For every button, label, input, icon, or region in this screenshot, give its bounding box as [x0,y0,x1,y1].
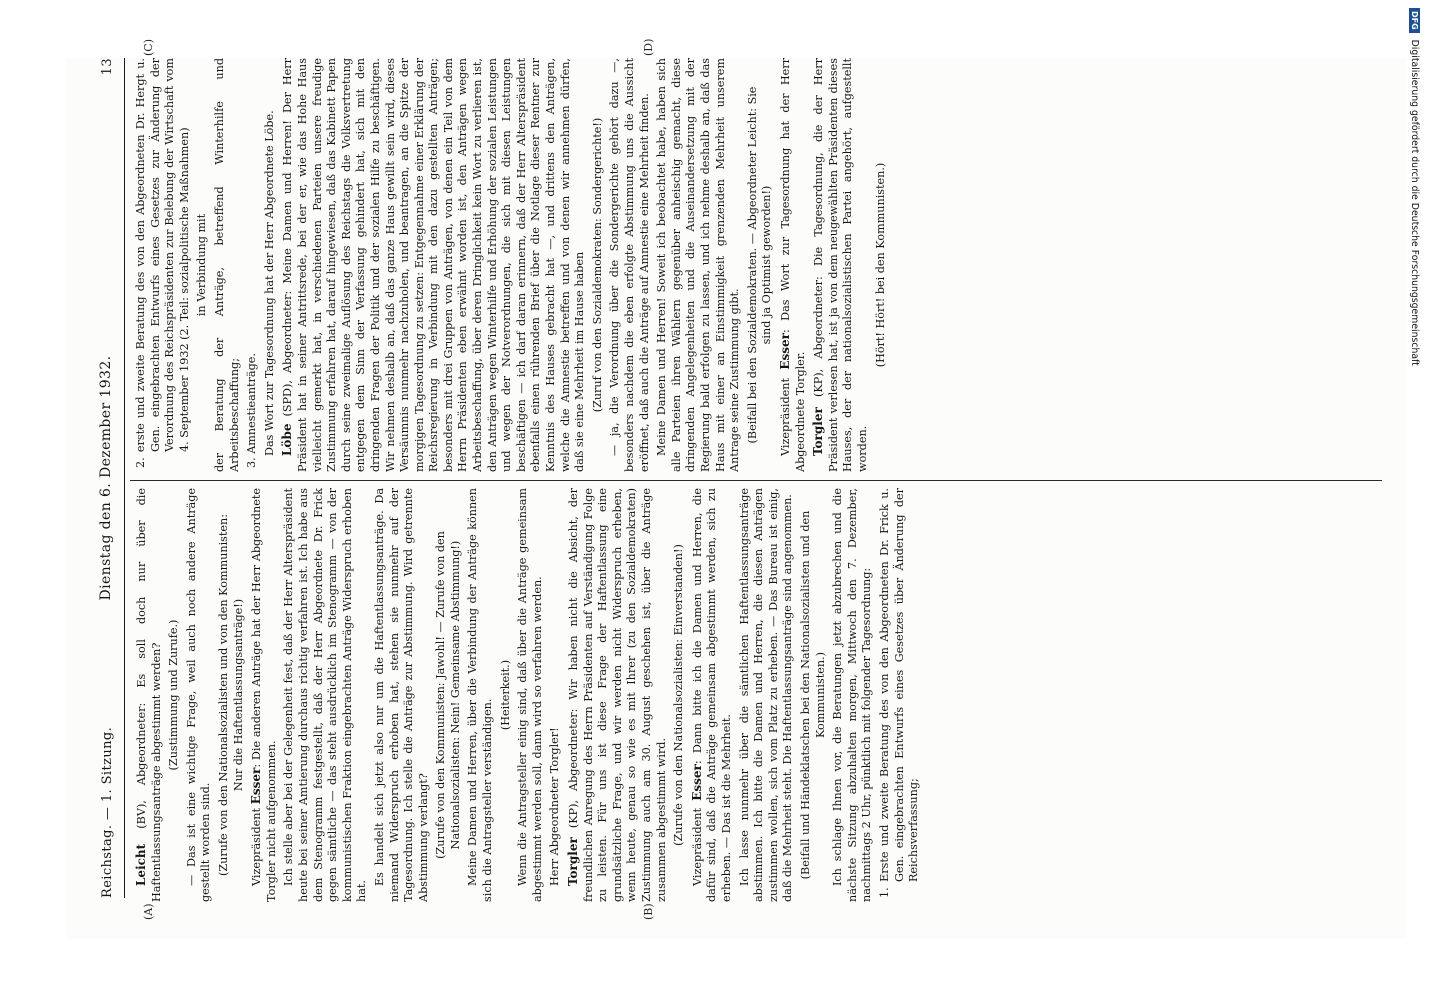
paragraph-text: Es handelt sich jetzt also nur um die Haftentlassungsanträge. Da niemand Widerspruch erhoben hat, stehen sie nunmehr auf der Tagesordnung. Ich stelle die Anträge zur Abstimmung. Wird getrennte Abstimmung verlangt? [372,488,430,902]
paragraph [548,488,563,902]
header-rule [124,58,125,898]
paragraph [373,488,431,902]
paragraph [874,76,889,454]
paragraph [134,488,164,902]
speaker-name: Esser [689,764,704,801]
speaker-name: Torgler [811,407,826,456]
paragraph-text: (Hört! Hört! bei den Kommunisten.) [873,162,887,368]
paragraph [185,488,214,902]
text-column-right [134,58,1379,472]
paragraph [778,58,808,472]
paragraph-text: : Die anderen Anträge hat der Herr Abgeordnete Torgler nicht aufgenommen. [250,488,278,902]
paragraph-text: Ich stelle aber bei der Gelegenheit fest, daß der Herr Alterspräsident heute bei seiner Amtierung durchaus richtig verfahren ist. Ich habe aus dem Stenogramm festgestellt, daß der Herr Abgeordnete Dr. Frick gegen sämtliche — das steht ausdrücklich im Stenogramm — von der kommunistischen Fraktion eingebrachten Anträge Widerspruch erhoben hat. [282,488,369,902]
speaker-name: Leicht [134,843,148,886]
paragraph [280,58,587,472]
paragraph [591,76,606,454]
paragraph [499,506,514,884]
paragraph [746,76,775,454]
paragraph-text: Wenn die Antragsteller einig sind, daß über die Anträge gemeinsam abgestimmt werden soll, dann wird so verfahren werden. [516,488,544,902]
paragraph-text: (KP), Abgeordneter: Wir haben nicht die Absicht, der freundlichen Anregung des Herrn Präsidenten auf Verständigung Folge zu leisten. Für uns ist diese Frage der Haftentlassung eine grundsätzliche Frage, und wir werden nicht Widerspruch erheben, wenn heute, genau so wie es mit Ihrer (zu den Sozialdemokraten) Zustimmung auch am 30. August geschehen ist, über die Anträge zusammen abgestimmt wird. [567,488,668,902]
paragraph-text: : Das Wort zur Tagesordnung hat der Herr Abgeordnete Torgler. [778,58,807,472]
paragraph-text: — Das ist eine wichtige Frage, weil auch noch andere Anträge gestellt worden sind. [184,488,213,902]
paragraph [434,506,463,884]
paragraph-text: (SPD), Abgeordneter: Meine Damen und Herren! Der Herr Präsident hat in seiner Antrittsrede, bei der er, wie das Hohe Haus vielleicht gemerkt hat, in verschiedenen Parteien unsere freudige Zustimmung erfahren hat, darauf hingewiesen, daß das Kabinett Papen durch seine zweimalige Auflösung des Reichstags die Volksvertretung entgegen dem Sinn der Verfassung gehindert hat, sich mit den dringenden Fragen der Politik und der sozialen Hilfe zu beschäftigen. Wir nehmen deshalb an, daß das ganze Haus gewillt sein wird, dieses Versäumnis nunmehr nachzuholen, und beantragen, an die Spitze der morgigen Tagesordnung zu setzen: Entgegennahme einer Erklärung der Reichsregierung in Verbindung mit den dazu gestellten Anträgen; besonders mit drei Gruppen von Anträgen, von denen ein Teil von dem Herrn Präsidenten eben erwähnt worden ist, den Anträgen wegen Arbeitsbeschaffung, über deren Dringlichkeit kein Wort zu verlieren ist, den Anträgen wegen Winterhilfe und Erhöhung der sozialen Leistungen und wegen der Notverordnungen, die sich mit diesen Leistungen beschäftigen — ich darf daran erinnern, daß der Herr Alterspräsident ebenfalls einen rührenden Brief über die Notlage dieser Rentner zur Kenntnis des Hauses gebracht hat —, und drittens den Anträgen, welche die Amnestie betreffen und von denen wir annehmen dürfen, daß sie eine Mehrheit im Hause haben [281,58,587,472]
paragraph-text: (Beifall und Händeklatschen bei den Nationalsozialisten und den Kommunisten.) [798,510,827,880]
paragraph [811,58,870,472]
margin-mark-b: (B) [642,903,655,920]
paragraph-text: Das Wort zur Tagesordnung hat der Herr Abgeordnete Löbe. [262,110,276,456]
paragraph-text: (Beifall bei den Sozialdemokraten. — Abgeordneter Leicht: Sie sind ja Optimist geworden!) [745,86,774,444]
paragraph [516,488,545,902]
paragraph [878,488,922,902]
paragraph-text: (Zurufe von den Kommunisten: Jawohl! — Zurufe von den Nationalsozialisten: Nein! Gemeinsame Abstimmung!) [434,531,462,859]
speaker-name: Esser [777,333,792,370]
paragraph-text: Ich schlage Ihnen vor, die Beratungen jetzt abzubrechen und die nächste Sitzung abzuhalten morgen, Mittwoch den 7. Dezember, nachmittags 2 Uhr, pünktlich mit folgender Tagesordnung: [831,488,874,902]
paragraph-text: Herr Abgeordneter Torgler! [548,727,562,886]
paragraph [799,506,828,884]
paragraph [195,76,210,454]
running-header [96,58,122,898]
paragraph-text: Ich lasse nunmehr über die sämtlichen Haftentlassungsanträge abstimmen. Ich bitte die Damen und Herren, die diesen Anträgen zustimmen wollen, sich vom Platz zu erheben. — Das Bureau ist einig, daß die Mehrheit steht. Die Haftentlassungsanträge sind angenommen. [737,488,795,902]
page-number: 13 [100,58,115,76]
margin-mark-d: (D) [642,38,655,56]
paragraph-text: Meine Damen und Herren, über die Verbindung der Anträge können sich die Antragsteller verständigen. [466,488,495,902]
paragraph [608,58,652,472]
digitization-credit [1408,8,1420,988]
paragraph-text: (Zurufe von den Nationalsozialisten: Einverstanden!) [672,544,686,846]
paragraph-text: (Zustimmung und Zurufe.) [167,619,181,771]
paragraph-text: 3. Amnestieanträge. [245,353,259,468]
text-column-left [134,488,1379,902]
paragraph [249,488,279,902]
header-date: Dienstag den 6. Dezember 1932. [98,355,114,601]
paragraph [167,506,182,884]
paragraph [245,58,260,472]
paragraph [466,488,495,902]
rotated-page-content [82,38,1402,918]
paragraph-text: (BV), Abgeordneter: Es soll doch nur über die Haftentlassungsanträge abgestimmt werden? [135,488,163,902]
speaker-title: Vizepräsident [250,804,264,886]
paragraph [134,58,192,472]
paragraph-text: — ja, die Verordnung über die Sondergerichte gehört dazu —, besonders nachdem die eben erfolgte Abstimmung uns die Aussicht eröffnet, daß auch die Anträge auf Amnestie eine Mehrheit finden. [608,58,651,472]
paragraph [263,58,278,472]
paragraph [672,506,687,884]
paragraph-text: Meine Damen und Herren! Soweit ich beobachtet habe, haben sich alle Parteien ihren Wählern gegenüber anheischig gemacht, diese dringenden Angelegenheiten und die Auseinandersetzung mit der Regierung bald erfolgen zu lassen, und ich nehme deshalb an, daß das Haus mit einer an Einstimmigkeit grenzenden Mehrheit unserem Antrage seine Zustimmung gibt. [655,58,742,472]
dfg-logo: DFG [1409,8,1420,33]
paragraph [690,488,735,902]
paragraph [213,58,242,472]
margin-mark-c: (C) [142,39,155,56]
paragraph-text: (Zuruf von den Sozialdemokraten: Sondergerichte!) [590,117,604,413]
paragraph-text: der Beratung der Anträge, betreffend Winterhilfe und Arbeitsbeschaffung; [212,58,241,472]
speaker-name: Torgler [566,837,581,886]
paragraph [831,488,875,902]
paragraph [655,58,743,472]
paragraph-text: (KP), Abgeordneter: Die Tagesordnung, die der Herr Präsident verlesen hat, ist ja von dem neugewählten Präsidenten dieses Hauses, der der nationalsozialistischen Partei angehört, aufgestellt worden. [812,58,869,472]
paragraph-text: in Verbindung mit [195,213,209,317]
speaker-name: Löbe [280,423,295,456]
column-divider [130,480,1382,481]
credit-text: Digitalisierung gefördert durch die Deutsche Forschungsgemeinschaft [1409,39,1420,366]
paragraph-text: (Heiterkeit.) [498,659,512,731]
paragraph [217,506,246,884]
speaker-title: Vizepräsident [778,369,792,456]
paragraph-text: (Zurufe von den Nationalsozialisten und von den Kommunisten: Nur die Haftentlassungsanträge!) [216,514,245,877]
speaker-name: Esser [249,767,264,805]
paragraph-text: 1. Erste und zweite Beratung des von den Abgeordneten Dr. Frick u. Gen. eingebrachten Entwurfs eines Gesetzes über Änderung der Reichsverfassung; [877,488,921,898]
speaker-title: Vizepräsident [690,800,704,886]
paragraph [738,488,796,902]
margin-mark-a: (A) [142,903,155,920]
paragraph [566,488,669,902]
paragraph [282,488,370,902]
header-session: Reichstag. — 1. Sitzung. [100,726,115,898]
paragraph-text: 2. erste und zweite Beratung des von den Abgeordneten Dr. Hergt u. Gen. eingebrachten Entwurfs eines Gesetzes zur Änderung der Verordnung des Reichspräsidenten zur Belebung der Wirtschaft vom 4. September 1932 (2. Teil: sozialpolitische Maßnahmen) [134,58,191,468]
paragraph-text: : Dann bitte ich die Damen und Herren, die dafür sind, daß die Anträge gemeinsam abgestimmt werden, sich zu erheben. — Das ist die Mehrheit. [690,488,733,902]
